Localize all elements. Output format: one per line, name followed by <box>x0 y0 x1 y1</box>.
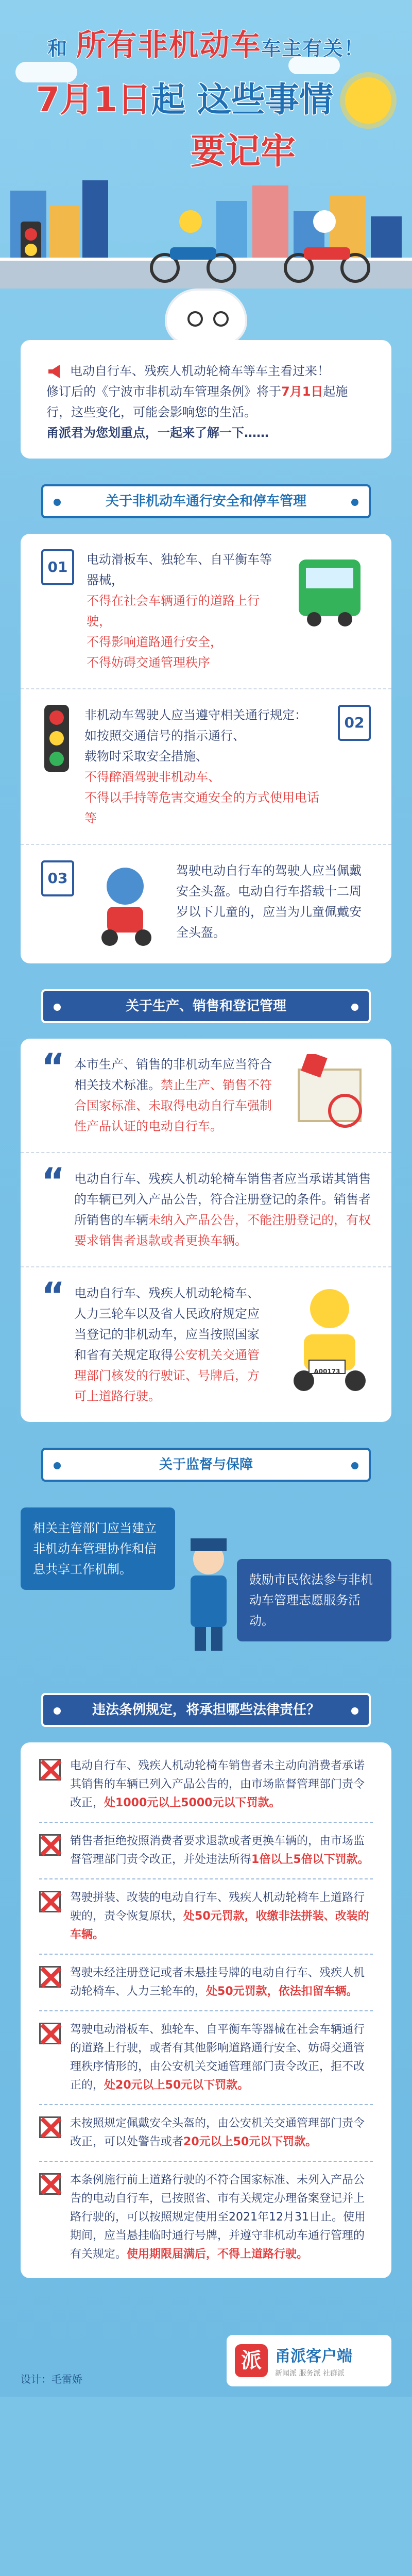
section-supervision <box>21 1497 391 1667</box>
liability-item: 未按照规定佩戴安全头盔的，由公安机关交通管理部门责令改正，可以处警告或者20元以上50元以下罚款。 <box>39 2105 373 2162</box>
section-title-supervision: 关于监督与保障 <box>41 1448 371 1482</box>
headline-line2: 7月1日起 这些事情 <box>36 80 333 120</box>
supervision-box-2: 鼓励市民依法参与非机动车管理志愿服务活动。 <box>237 1559 391 1641</box>
section-title-liability: 违法条例规定，将承担哪些法律责任？ <box>41 1693 371 1727</box>
liability-item: 驾驶拼装、改装的电动自行车、残疾人机动轮椅车上道路行驶的，责令恢复原状，处50元罚款，收缴非法拼装、改装的车辆。 <box>39 1879 373 1955</box>
traffic-light-icon <box>41 705 72 782</box>
supervision-box-1: 相关主管部门应当建立非机动车管理协作和信息共享工作机制。 <box>21 1507 175 1590</box>
intro-card <box>21 340 391 459</box>
quote-mark-icon: “ <box>41 1160 65 1202</box>
quote-mark-icon: “ <box>41 1046 65 1088</box>
traffic-item-2: 非机动车驾驶人应当遵守相关通行规定： 如按照交通信号的指示通行、 载物时采取安全措施、 不得醉酒驾驶非机动车、 不得以手持等危害交通安全的方式使用电话等 02 <box>21 689 391 845</box>
logo-sub: 新闻派 服务派 社群派 <box>275 2369 345 2378</box>
headline-line3: 要记牢 <box>191 131 296 172</box>
liability-item: 电动自行车、残疾人机动轮椅车销售者未主动向消费者承诺其销售的车辆已列入产品公告的，由市场监督管理部门责令改正，处1000元以上5000元以下罚款。 <box>39 1748 373 1823</box>
riders-illustration <box>134 196 381 283</box>
cross-mark-icon <box>39 1891 61 1912</box>
hero-header <box>0 0 412 330</box>
section-production-card <box>21 1039 391 1422</box>
liability-item: 驾驶电动滑板车、独轮车、自平衡车等器械在社会车辆通行的道路上行驶，或者有其他影响道路通行安全、妨碍交通管理秩序情形的，由公安机关交通管理部门责令改正，拒不改正的，处20元以上50元以下罚款。 <box>39 2011 373 2105</box>
logo-mark: 派 <box>235 2344 268 2377</box>
approved-stamp-illustration <box>288 1054 371 1131</box>
production-item-1: “ 本市生产、销售的非机动车应当符合相关技术标准。禁止生产、销售不符合国家标准、未取得电动自行车强制性产品认证的电动自行车。 <box>21 1039 391 1153</box>
bus-illustration <box>294 549 371 632</box>
intro-p2: 修订后的《宁波市非机动车管理条例》将于7月1日起施行，这些变化，可能会影响您的生活。 <box>46 384 348 419</box>
editor-credit: 设计：毛雷娇 <box>21 2373 82 2385</box>
headline-line1: 和 所有非机动车车主有关！ <box>47 27 365 62</box>
cross-mark-icon <box>39 2173 61 2195</box>
intro-p1: 电动自行车、残疾人机动轮椅车等车主看过来！ <box>46 361 366 381</box>
liability-item: 本条例施行前上道路行驶的不符合国家标准、未列入产品公告的电动自行车，已按照省、市有关规定办理备案登记并上路行驶的，可以按照规定使用至2021年12月31日止。使用期间，应当悬挂临时通行号牌，并遵守非机动车通行管理的有关规定。使用期限届满后，不得上道路行驶。 <box>39 2162 373 2273</box>
intro-p3: 甬派君为您划重点，一起来了解一下…… <box>46 426 269 440</box>
cross-mark-icon <box>39 2023 61 2044</box>
liability-list <box>21 1742 391 2278</box>
footer <box>0 2299 412 2397</box>
item-number-badge: 01 <box>41 549 74 585</box>
section-traffic-card <box>21 534 391 963</box>
section-title-production: 关于生产、销售和登记管理 <box>41 989 371 1023</box>
officer-illustration <box>180 1538 237 1652</box>
production-item-3: “ 电动自行车、残疾人机动轮椅车、人力三轮车以及省人民政府规定应当登记的非机动车，应当按照国家和省有关规定取得公安机关交通管理部门核发的行驶证、号牌后，方可上道路行驶。 A00173 <box>21 1267 391 1422</box>
cross-mark-icon <box>39 1834 61 1856</box>
traffic-item-1: 01 电动滑板车、独轮车、自平衡车等器械， 不得在社会车辆通行的道路上行驶， 不得影响道路通行安全， 不得妨碍交通管理秩序 <box>21 534 391 689</box>
cross-mark-icon <box>39 2116 61 2138</box>
mascot-illustration <box>165 289 247 345</box>
cross-mark-icon <box>39 1759 61 1781</box>
item-number-badge: 03 <box>41 860 74 896</box>
item-number-badge: 02 <box>338 705 371 741</box>
megaphone-icon <box>46 362 65 381</box>
app-logo <box>227 2335 391 2386</box>
helmet-rider-illustration <box>87 860 164 948</box>
section-title-traffic: 关于非机动车通行安全和停车管理 <box>41 484 371 518</box>
production-item-2: “ 电动自行车、残疾人机动轮椅车销售者应当承诺其销售的车辆已列入产品公告，符合注册登记的条件。销售者所销售的车辆未纳入产品公告，不能注册登记的，有权要求销售者退款或者更换车辆。 <box>21 1153 391 1267</box>
liability-item: 驾驶未经注册登记或者未悬挂号牌的电动自行车、残疾人机动轮椅车、人力三轮车的，处50元罚款，依法扣留车辆。 <box>39 1955 373 2011</box>
quote-mark-icon: “ <box>41 1275 65 1317</box>
license-plate: A00173 <box>314 1368 340 1375</box>
traffic-item-3: 03 驾驶电动自行车的驾驶人应当佩戴安全头盔。电动自行车搭载十二周岁以下儿童的，应当为儿童佩戴安全头盔。 <box>21 845 391 963</box>
liability-item: 销售者拒绝按照消费者要求退款或者更换车辆的，由市场监督管理部门责令改正，并处违法所得1倍以上5倍以下罚款。 <box>39 1823 373 1879</box>
logo-name: 甬派客户端 <box>275 2347 352 2365</box>
cross-mark-icon <box>39 1966 61 1988</box>
